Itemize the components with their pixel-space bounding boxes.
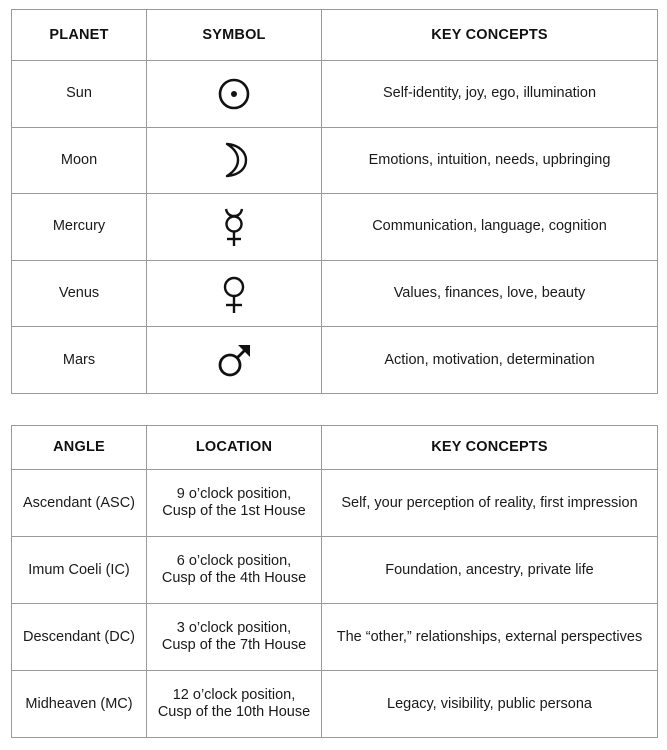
location-line-2: Cusp of the 4th House <box>161 570 307 586</box>
header-key-concepts: KEY CONCEPTS <box>322 10 658 61</box>
planet-concepts: Self-identity, joy, ego, illumination <box>322 61 658 128</box>
planet-row-moon <box>12 127 658 194</box>
mercury-symbol-icon <box>214 207 254 247</box>
angle-name: Ascendant (ASC) <box>12 470 147 537</box>
angles-header-row <box>12 426 658 470</box>
planet-name: Moon <box>12 127 147 194</box>
angle-row-ascendant <box>12 470 658 537</box>
planets-table <box>11 9 658 394</box>
planet-name: Mercury <box>12 194 147 261</box>
planet-row-mercury <box>12 194 658 261</box>
planet-concepts: Emotions, intuition, needs, upbringing <box>322 127 658 194</box>
header-angle: ANGLE <box>12 426 147 470</box>
location-line-1: 12 o’clock position, <box>172 687 296 703</box>
planet-row-sun <box>12 61 658 128</box>
header-symbol: SYMBOL <box>147 10 322 61</box>
location-line-1: 9 o’clock position, <box>176 486 292 502</box>
venus-symbol-icon <box>214 274 254 314</box>
angle-concepts: Foundation, ancestry, private life <box>322 537 658 604</box>
angle-concepts: The “other,” relationships, external perspectives <box>322 604 658 671</box>
planet-concepts: Action, motivation, determination <box>322 327 658 394</box>
planet-name: Sun <box>12 61 147 128</box>
moon-symbol-icon <box>214 140 254 180</box>
location-line-1: 6 o’clock position, <box>176 553 292 569</box>
planet-symbol-cell <box>147 61 322 128</box>
planet-concepts: Values, finances, love, beauty <box>322 260 658 327</box>
sun-symbol-icon <box>214 74 254 114</box>
angle-location <box>147 604 322 671</box>
angle-location <box>147 671 322 738</box>
planet-symbol-cell <box>147 127 322 194</box>
planets-header-row <box>12 10 658 61</box>
location-line-2: Cusp of the 1st House <box>162 503 306 519</box>
angle-location <box>147 470 322 537</box>
angle-row-imum-coeli <box>12 537 658 604</box>
angle-concepts: Self, your perception of reality, first impression <box>322 470 658 537</box>
header-planet: PLANET <box>12 10 147 61</box>
planet-concepts: Communication, language, cognition <box>322 194 658 261</box>
header-location: LOCATION <box>147 426 322 470</box>
planet-symbol-cell <box>147 327 322 394</box>
location-line-2: Cusp of the 7th House <box>161 637 307 653</box>
planet-symbol-cell <box>147 260 322 327</box>
location-line-1: 3 o’clock position, <box>176 620 292 636</box>
angle-name: Midheaven (MC) <box>12 671 147 738</box>
angle-concepts: Legacy, visibility, public persona <box>322 671 658 738</box>
angle-row-midheaven <box>12 671 658 738</box>
angle-location <box>147 537 322 604</box>
planet-name: Mars <box>12 327 147 394</box>
angle-name: Descendant (DC) <box>12 604 147 671</box>
planet-name: Venus <box>12 260 147 327</box>
mars-symbol-icon <box>214 340 254 380</box>
angle-row-descendant <box>12 604 658 671</box>
planet-row-venus <box>12 260 658 327</box>
angles-table <box>11 425 658 738</box>
location-line-2: Cusp of the 10th House <box>157 704 311 720</box>
planet-symbol-cell <box>147 194 322 261</box>
header-key-concepts: KEY CONCEPTS <box>322 426 658 470</box>
planet-row-mars <box>12 327 658 394</box>
angle-name: Imum Coeli (IC) <box>12 537 147 604</box>
